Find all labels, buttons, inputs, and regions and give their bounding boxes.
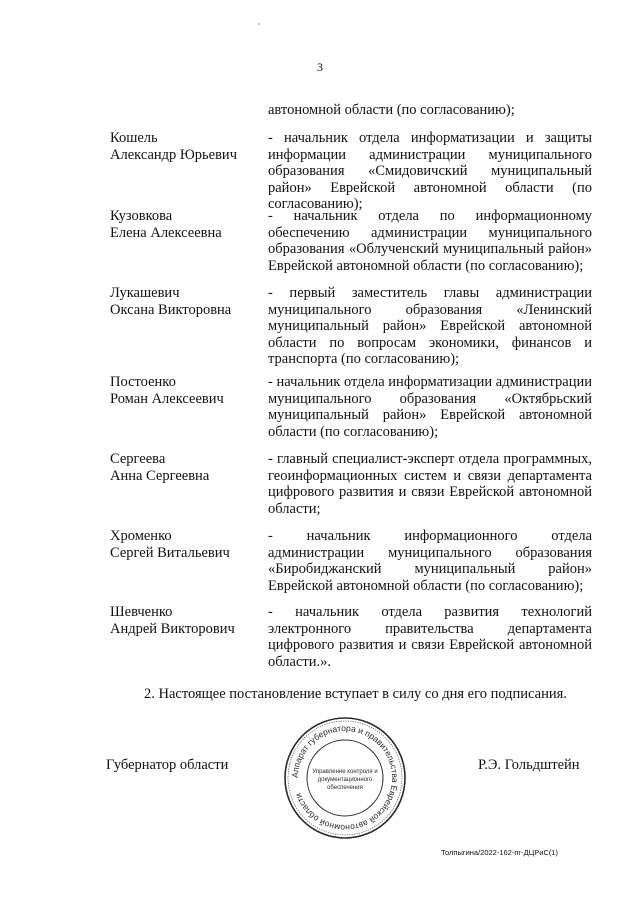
member-given-name: Андрей Викторович [110,620,235,637]
member-given-name: Роман Алексеевич [110,390,224,407]
scan-speck [258,23,260,25]
member-given-name: Сергей Витальевич [110,544,230,561]
member-description: - начальник отдела развития технологий электронного правительства департамента цифрового развития и связи Еврейской автономной области.». [268,604,592,670]
member-description: - первый заместитель главы администрации муниципального образования «Ленинский муниципальный район» Еврейской автономной области по вопросам экономики, финансов и транспорта (по согласованию); [268,285,592,367]
member-description: - начальник информационного отдела администрации муниципального образования «Биробиджанский муниципальный район» Еврейской автономной области (по согласованию); [268,528,592,594]
stamp-inner-line: Управление контроля и [312,769,378,775]
member-name [110,528,260,561]
member-description: - главный специалист-эксперт отдела программных, геоинформационных систем и связи департамента цифрового развития и связи Еврейской автономной области; [268,451,592,517]
member-given-name: Александр Юрьевич [110,146,237,163]
member-given-name: Оксана Викторовна [110,301,232,318]
member-name [110,208,260,241]
continuation-line: автономной области (по согласованию); [268,102,515,118]
member-given-name: Елена Алексеевна [110,224,222,241]
member-name [110,130,260,163]
member-surname: Хроменко [110,528,172,544]
stamp-inner-line: документационного [317,777,373,783]
member-given-name: Анна Сергеевна [110,467,210,484]
member-name [110,374,260,407]
clause-2: 2. Настоящее постановление вступает в силу со дня его подписания. [144,686,567,702]
member-name [110,451,260,484]
member-name [110,604,260,637]
stamp-inner-line: обеспечения [327,785,363,791]
member-name [110,285,260,318]
member-surname: Кошель [110,130,158,146]
member-description: - начальник отдела информатизации администрации муниципального образования «Октябрьский муниципальный район» Еврейской автономной области (по согласованию); [268,374,592,440]
member-surname: Кузовкова [110,208,173,224]
member-description: - начальник отдела информатизации и защиты информации администрации муниципального образования «Смидовичский муниципальный район» Еврейской автономной области (по согласованию); [268,130,592,212]
page-number: 3 [317,60,323,74]
member-description: - начальник отдела по информационному обеспечению администрации муниципального образования «Облученский муниципальный район» Еврейской автономной области (по согласованию); [268,208,592,274]
signatory-title: Губернатор области [106,757,229,773]
stamp-ring-text: Аппарат губернатора и правительства Еврейской автономной области [289,722,401,834]
member-surname: Шевченко [110,604,173,620]
member-surname: Постоенко [110,374,176,390]
member-surname: Лукашевич [110,285,180,301]
signatory-name: Р.Э. Гольдштейн [478,757,580,773]
member-surname: Сергеева [110,451,166,467]
document-code: Толпыгина/2022-162-пг-ДЦРиС(1) [441,848,559,857]
official-stamp-seal [282,715,408,841]
